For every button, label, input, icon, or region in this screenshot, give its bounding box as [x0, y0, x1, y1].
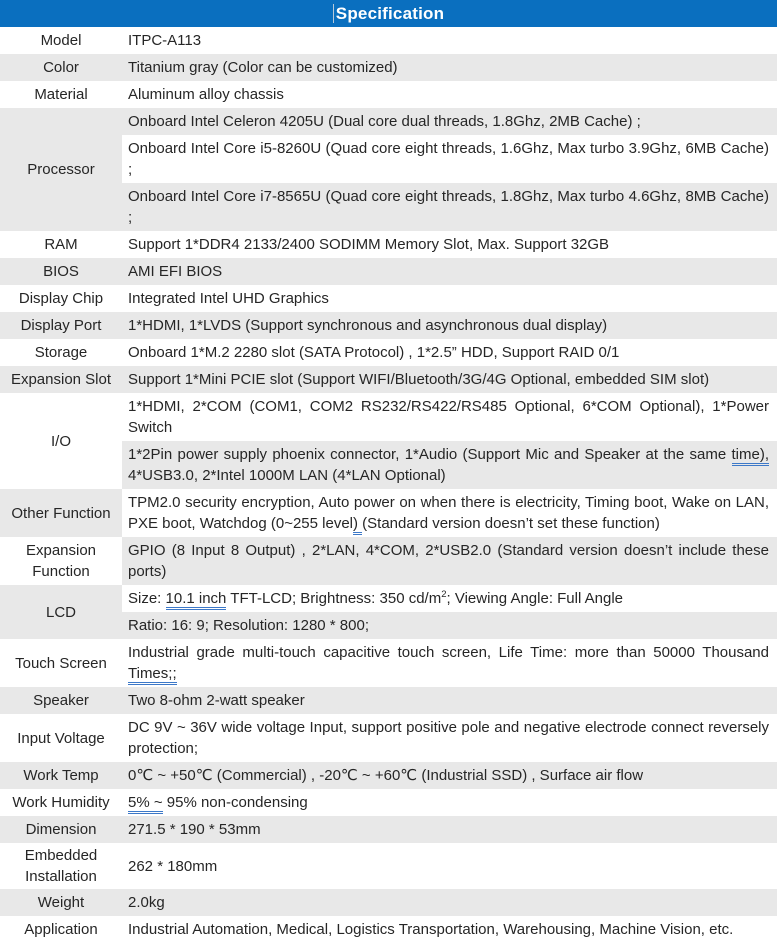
spec-row-color	[0, 54, 777, 81]
spec-label-expansion-function: Expansion Function	[0, 537, 122, 585]
spec-content-display-port	[122, 312, 777, 339]
spec-content-weight	[122, 889, 777, 916]
text-segment: 262 * 180mm	[128, 857, 218, 875]
underlined-text: 10.1 inch	[166, 590, 227, 610]
spec-label-display-port: Display Port	[0, 312, 122, 339]
spec-content-speaker	[122, 687, 777, 714]
text-segment: Titanium gray (Color can be customized)	[128, 59, 398, 76]
text-segment: Industrial grade multi-touch capacitive touch screen, Life Time: more than 50000 Thousand	[128, 644, 769, 661]
text-segment: ; Viewing Angle: Full Angle	[446, 590, 624, 607]
spec-value-expansion-slot	[122, 366, 777, 393]
text-segment: Size:	[128, 590, 166, 607]
spec-label-ram: RAM	[0, 231, 122, 258]
spec-value-expansion-function	[122, 537, 777, 585]
spec-content-processor	[122, 108, 777, 231]
spec-value-bios	[122, 258, 777, 285]
text-segment: 1*2Pin power supply phoenix connector, 1*Audio (Support Mic and Speaker at the same	[128, 446, 732, 463]
spec-value-touch-screen	[122, 639, 777, 687]
underlined-text: Times;;	[128, 665, 177, 685]
spec-row-display-port	[0, 312, 777, 339]
spec-value-color	[122, 54, 777, 81]
spec-value-display-port	[122, 312, 777, 339]
spec-content-model	[122, 27, 777, 54]
text-segment: 1*HDMI, 2*COM (COM1, COM2 RS232/RS422/RS485 Optional, 6*COM Optional), 1*Power Switch	[128, 398, 769, 436]
spec-content-work-humidity	[122, 789, 777, 816]
spec-content-input-voltage	[122, 714, 777, 762]
spec-row-material	[0, 81, 777, 108]
spec-label-weight: Weight	[0, 889, 122, 916]
text-cursor-caret	[333, 4, 334, 23]
spec-value-storage	[122, 339, 777, 366]
spec-row-speaker	[0, 687, 777, 714]
spec-label-expansion-slot: Expansion Slot	[0, 366, 122, 393]
spec-value-lcd-1	[122, 585, 777, 612]
text-segment: Aluminum alloy chassis	[128, 86, 284, 103]
spec-value-speaker	[122, 687, 777, 714]
spec-label-work-temp: Work Temp	[0, 762, 122, 789]
spec-row-ram	[0, 231, 777, 258]
spec-label-other-function: Other Function	[0, 489, 122, 537]
underlined-text: time),	[732, 446, 770, 466]
spec-row-expansion-function	[0, 537, 777, 585]
spec-value-dimension	[122, 816, 777, 843]
spec-content-bios	[122, 258, 777, 285]
spec-label-display-chip: Display Chip	[0, 285, 122, 312]
spec-value-input-voltage	[122, 714, 777, 762]
spec-value-processor-3	[122, 183, 777, 231]
text-segment: Onboard Intel Core i5-8260U (Quad core eight threads, 1.6Ghz, Max turbo 3.9Ghz, 6MB Cache) ;	[128, 140, 769, 178]
text-segment: Onboard Intel Core i7-8565U (Quad core eight threads, 1.8Ghz, Max turbo 4.6Ghz, 8MB Cache) ;	[128, 188, 769, 226]
spec-row-input-voltage	[0, 714, 777, 762]
text-segment: 271.5 * 190 * 53mm	[128, 821, 261, 838]
spec-row-work-humidity	[0, 789, 777, 816]
spec-row-weight	[0, 889, 777, 916]
text-segment: ITPC-A113	[128, 32, 202, 49]
spec-value-display-chip	[122, 285, 777, 312]
spec-label-storage: Storage	[0, 339, 122, 366]
text-segment: 1*HDMI, 1*LVDS (Support synchronous and asynchronous dual display)	[128, 317, 608, 334]
spec-row-model	[0, 27, 777, 54]
spec-value-weight	[122, 889, 777, 916]
spec-value-processor-1	[122, 108, 777, 135]
spec-label-lcd: LCD	[0, 585, 122, 639]
spec-row-bios	[0, 258, 777, 285]
spec-label-material: Material	[0, 81, 122, 108]
spec-row-processor	[0, 108, 777, 231]
spec-label-color: Color	[0, 54, 122, 81]
text-segment: Support 1*DDR4 2133/2400 SODIMM Memory Slot, Max. Support 32GB	[128, 236, 610, 253]
text-segment: 0℃ ~ +50℃ (Commercial) , -20℃ ~ +60℃ (Industrial SSD) , Surface air flow	[128, 767, 644, 784]
spec-content-dimension	[122, 816, 777, 843]
spec-content-storage	[122, 339, 777, 366]
spec-row-embedded-installation	[0, 843, 777, 889]
spec-value-embedded-installation	[122, 853, 777, 880]
spec-row-dimension	[0, 816, 777, 843]
spec-content-expansion-slot	[122, 366, 777, 393]
spec-value-material	[122, 81, 777, 108]
spec-content-display-chip	[122, 285, 777, 312]
spec-value-io-1	[122, 393, 777, 441]
page-title: Specification	[335, 3, 445, 23]
spec-value-work-humidity	[122, 789, 777, 816]
text-segment: TFT-LCD; Brightness: 350 cd/m	[226, 590, 442, 607]
text-segment: Ratio: 16: 9; Resolution: 1280 * 800;	[128, 617, 369, 634]
spec-row-lcd	[0, 585, 777, 639]
spec-content-work-temp	[122, 762, 777, 789]
spec-content-color	[122, 54, 777, 81]
text-segment: 4*USB3.0, 2*Intel 1000M LAN (4*LAN Optional)	[128, 467, 446, 484]
spec-content-ram	[122, 231, 777, 258]
spec-value-processor-2	[122, 135, 777, 183]
text-segment: Onboard Intel Celeron 4205U (Dual core dual threads, 1.8Ghz, 2MB Cache) ;	[128, 113, 641, 130]
text-segment: TPM2.0 security encryption, Auto power on when there is electricity, Timing boot, Wake on LAN, PXE boot, Watchdog (0~255 level	[128, 494, 769, 532]
specification-table	[0, 27, 777, 943]
spec-content-other-function	[122, 489, 777, 537]
text-segment: 95% non-condensing	[162, 794, 308, 811]
spec-row-other-function	[0, 489, 777, 537]
spec-label-speaker: Speaker	[0, 687, 122, 714]
spec-value-io-2	[122, 441, 777, 489]
spec-row-touch-screen	[0, 639, 777, 687]
spec-row-io	[0, 393, 777, 489]
spec-label-processor: Processor	[0, 108, 122, 231]
table-title-bar	[0, 0, 777, 27]
spec-content-material	[122, 81, 777, 108]
text-segment: GPIO (8 Input 8 Output) , 2*LAN, 4*COM, 2*USB2.0 (Standard version doesn’t include these ports)	[128, 542, 769, 580]
spec-content-touch-screen	[122, 639, 777, 687]
text-segment: Integrated Intel UHD Graphics	[128, 290, 329, 307]
superscript: 2	[441, 589, 447, 600]
spec-label-dimension: Dimension	[0, 816, 122, 843]
text-segment: Onboard 1*M.2 2280 slot (SATA Protocol) , 1*2.5” HDD, Support RAID 0/1	[128, 344, 620, 361]
spec-label-io: I/O	[0, 393, 122, 489]
text-segment: DC 9V ~ 36V wide voltage Input, support positive pole and negative electrode connect reversely protection;	[128, 719, 769, 757]
underlined-text: 5% ~	[128, 794, 163, 814]
text-segment: 2.0kg	[128, 894, 165, 911]
spec-label-touch-screen: Touch Screen	[0, 639, 122, 687]
spec-content-io	[122, 393, 777, 489]
spec-row-work-temp	[0, 762, 777, 789]
spec-row-display-chip	[0, 285, 777, 312]
text-segment: Two 8-ohm 2-watt speaker	[128, 692, 305, 709]
spec-label-embedded-installation: Embedded Installation	[0, 843, 122, 889]
text-segment: Industrial Automation, Medical, Logistics Transportation, Warehousing, Machine Vision, etc.	[128, 921, 734, 938]
text-segment: Support 1*Mini PCIE slot (Support WIFI/Bluetooth/3G/4G Optional, embedded SIM slot)	[128, 371, 710, 388]
spec-label-model: Model	[0, 27, 122, 54]
text-segment: (Standard version doesn’t set these function)	[362, 515, 660, 532]
spec-content-expansion-function	[122, 537, 777, 585]
spec-content-embedded-installation	[122, 843, 777, 889]
spec-value-work-temp	[122, 762, 777, 789]
spec-label-application: Application	[0, 916, 122, 943]
spec-value-model	[122, 27, 777, 54]
spec-label-work-humidity: Work Humidity	[0, 789, 122, 816]
underlined-text: )	[353, 515, 362, 535]
spec-value-lcd-2	[122, 612, 777, 639]
spec-content-lcd	[122, 585, 777, 639]
spec-value-other-function	[122, 489, 777, 537]
spec-label-bios: BIOS	[0, 258, 122, 285]
spec-value-ram	[122, 231, 777, 258]
text-segment: AMI EFI BIOS	[128, 263, 223, 280]
spec-row-expansion-slot	[0, 366, 777, 393]
spec-row-storage	[0, 339, 777, 366]
spec-label-input-voltage: Input Voltage	[0, 714, 122, 762]
